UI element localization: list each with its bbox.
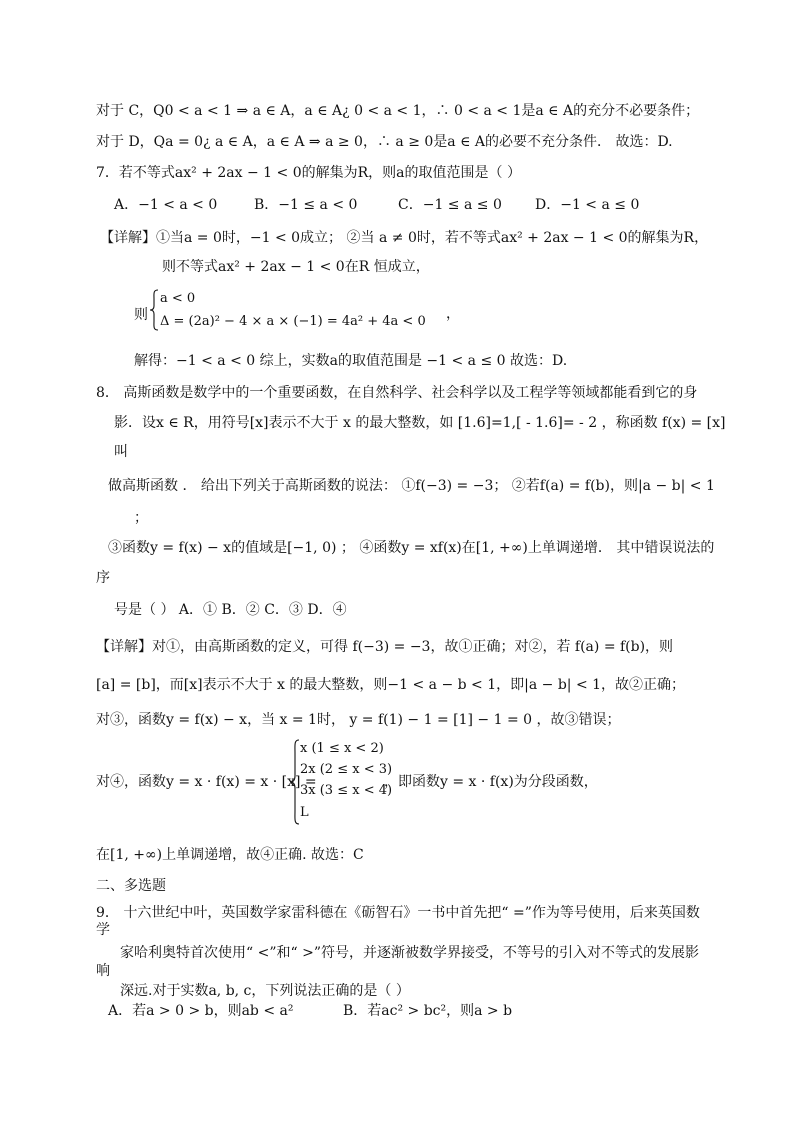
- question-8-line-4: 做高斯函数 ． 给出下列关于高斯函数的说法： ①f(−3) = −3； ②若f(a) = f(b)，则|a − b| < 1: [108, 478, 715, 494]
- question-8-piecewise-brace: [290, 739, 300, 829]
- question-9-line-4: 响: [96, 963, 110, 979]
- question-8-line-1: 8． 高斯函数是数学中的一个重要函数，在自然科学、社会科学以及工程学等领域都能看到它的身: [96, 385, 698, 401]
- question-7-solution: 解得：−1 < a < 0 综上，实数a的取值范围是 −1 < a ≤ 0 故选：D.: [134, 353, 568, 369]
- question-7-detail-line-1: 【详解】①当a = 0时，−1 < 0成立； ②当 a ≠ 0时，若不等式ax² + 2ax − 1 < 0的解集为R，: [100, 230, 709, 246]
- section-heading-multiple-choice: 二、多选题: [96, 878, 166, 894]
- question-7-system-line-2: Δ = (2a)² − 4 × a × (−1) = 4a² + 4a < 0: [160, 314, 426, 329]
- option-c-analysis: 对于 C，Q0 < a < 1 ⇒ a ∈ A，a ∈ A¿ 0 < a < 1，∴ 0 < a < 1是a ∈ A的充分不必要条件；: [96, 103, 700, 119]
- question-8-detail-4-prefix: 对④，函数y = x · f(x) = x · [x] =: [96, 774, 317, 790]
- question-7-detail-line-2: 则不等式ax² + 2ax − 1 < 0在R 恒成立，: [162, 259, 430, 275]
- question-8-line-7: 序: [96, 570, 110, 586]
- question-8-detail-line-1: 【详解】对①，由高斯函数的定义，可得 f(−3) = −3，故①正确；对②，若 f(a) = f(b)，则: [96, 639, 674, 655]
- question-8-case-1: x (1 ≤ x < 2): [300, 741, 384, 756]
- question-8-case-3: 3x (3 ≤ x < 4): [300, 783, 393, 798]
- question-7-option-b: B．−1 ≤ a < 0: [254, 197, 358, 213]
- question-8-detail-4-suffix: ，即函数y = x · f(x)为分段函数，: [384, 774, 598, 790]
- option-d-analysis: 对于 D，Qa = 0¿ a ∈ A，a ∈ A ⇒ a ≥ 0，∴ a ≥ 0是a ∈ A的必要不充分条件． 故选：D.: [96, 134, 673, 150]
- question-8-line-2: 影．设x ∈ R，用符号[x]表示不大于 x 的最大整数，如 [1.6]=1,[ - 1.6]= - 2 ，称函数 f(x) = [x]: [114, 415, 726, 431]
- question-9-line-3: 家哈利奥特首次使用“ <”和“ >”符号，并逐渐被数学界接受，不等号的引入对不等式的发展影: [120, 945, 699, 961]
- question-8-line-5: ；: [134, 510, 148, 526]
- question-9-line-2: 学: [96, 922, 110, 938]
- question-9-option-a: A．若a > 0 > b，则ab < a²: [108, 1003, 294, 1019]
- question-8-case-4: L: [300, 805, 309, 820]
- question-8-line-3: 叫: [114, 444, 128, 460]
- question-8-line-6: ③函数y = f(x) − x的值域是[−1, 0) ； ④函数y = xf(x)在[1, +∞)上单调递增． 其中错误说法的: [108, 540, 715, 556]
- question-9-option-b: B．若ac² > bc²，则a > b: [343, 1003, 513, 1019]
- question-7-system-brace: [149, 289, 159, 335]
- question-8-detail-line-2: [a] = [b]，而[x]表示不大于 x 的最大整数，则−1 < a − b < 1，即|a − b| < 1，故②正确；: [96, 677, 686, 693]
- question-7-then-label: 则: [134, 307, 148, 323]
- question-7-option-c: C．−1 ≤ a ≤ 0: [398, 197, 502, 213]
- question-8-conclusion: 在[1, +∞)上单调递增，故④正确. 故选：C: [96, 847, 364, 863]
- question-7-option-d: D．−1 < a ≤ 0: [535, 197, 640, 213]
- question-7-system-line-1: a < 0: [160, 291, 196, 306]
- question-7-option-a: A．−1 < a < 0: [114, 197, 218, 213]
- question-9-line-1: 9． 十六世纪中叶，英国数学家雷科德在《砺智石》一书中首先把“ =”作为等号使用，后来英国数: [96, 905, 700, 921]
- question-9-line-5: 深远.对于实数a, b, c，下列说法正确的是（ ）: [120, 983, 410, 999]
- question-7-system-comma: ，: [446, 306, 460, 322]
- question-8-options: 号是（ ） A．① B．② C．③ D．④: [114, 602, 347, 618]
- question-8-detail-line-3: 对③，函数y = f(x) − x，当 x = 1时， y = f(1) − 1 = [1] − 1 = 0 ，故③错误；: [96, 712, 621, 728]
- question-8-case-2: 2x (2 ≤ x < 3): [300, 762, 393, 777]
- question-7-stem: 7．若不等式ax² + 2ax − 1 < 0的解集为R，则a的取值范围是（ ）: [96, 165, 521, 181]
